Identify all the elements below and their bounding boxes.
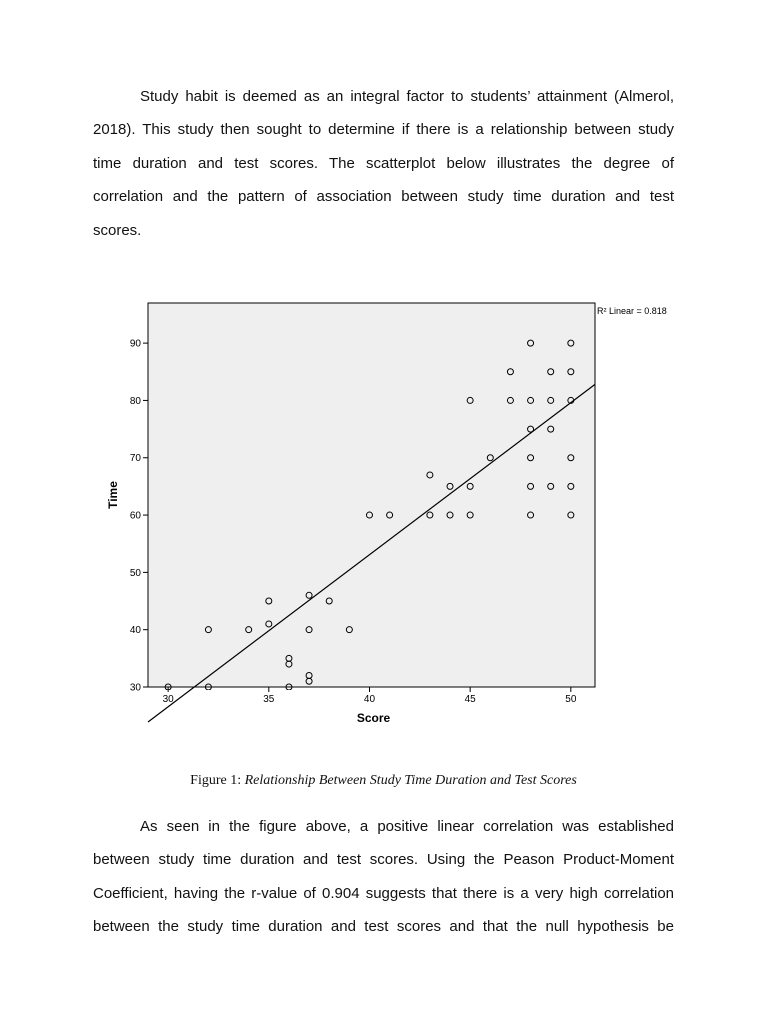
caption-prefix: Figure 1: xyxy=(190,773,245,788)
fit-line-label: R² Linear = 0.818 xyxy=(597,306,667,316)
scatterplot-chart xyxy=(100,290,680,740)
text-line: between study time duration and test scores. Using the Peason Product-Moment xyxy=(93,851,674,869)
text-line: 2018). This study then sought to determine if there is a relationship between study xyxy=(93,121,674,139)
caption-title: Relationship Between Study Time Duration and Test Scores xyxy=(244,773,577,788)
x-tick-label: 45 xyxy=(464,694,476,705)
x-tick-label: 30 xyxy=(162,694,174,705)
text-line: As seen in the figure above, a positive linear correlation was established xyxy=(140,818,674,835)
x-tick-label: 50 xyxy=(565,694,577,705)
y-tick-label: 90 xyxy=(129,338,141,350)
x-tick-label: 40 xyxy=(363,694,376,705)
text-line: between the study time duration and test scores and that the null hypothesis be xyxy=(93,918,674,936)
y-axis-label: Time xyxy=(106,481,120,509)
plot-area xyxy=(148,303,595,687)
text-line: Coefficient, having the r-value of 0.904 suggests that there is a very high correlation xyxy=(93,884,674,902)
figure-caption xyxy=(93,773,674,789)
y-tick-label: 70 xyxy=(129,453,141,465)
paragraph-discussion xyxy=(93,818,674,952)
text-line: time duration and test scores. The scatterplot below illustrates the degree of xyxy=(93,154,674,172)
text-line: correlation and the pattern of association between study time duration and test xyxy=(93,188,674,206)
y-tick-label: 40 xyxy=(129,625,141,637)
text-line: Study habit is deemed as an integral factor to students’ attainment (Almerol, xyxy=(140,88,674,105)
x-axis-label: Score xyxy=(356,711,391,725)
y-tick-label: 60 xyxy=(129,510,141,522)
text-line: scores. xyxy=(93,221,142,239)
x-tick-label: 35 xyxy=(263,694,275,705)
paragraph-intro xyxy=(93,88,674,255)
y-tick-label: 30 xyxy=(129,682,141,694)
y-tick-label: 50 xyxy=(129,567,141,579)
y-tick-label: 80 xyxy=(129,395,141,407)
